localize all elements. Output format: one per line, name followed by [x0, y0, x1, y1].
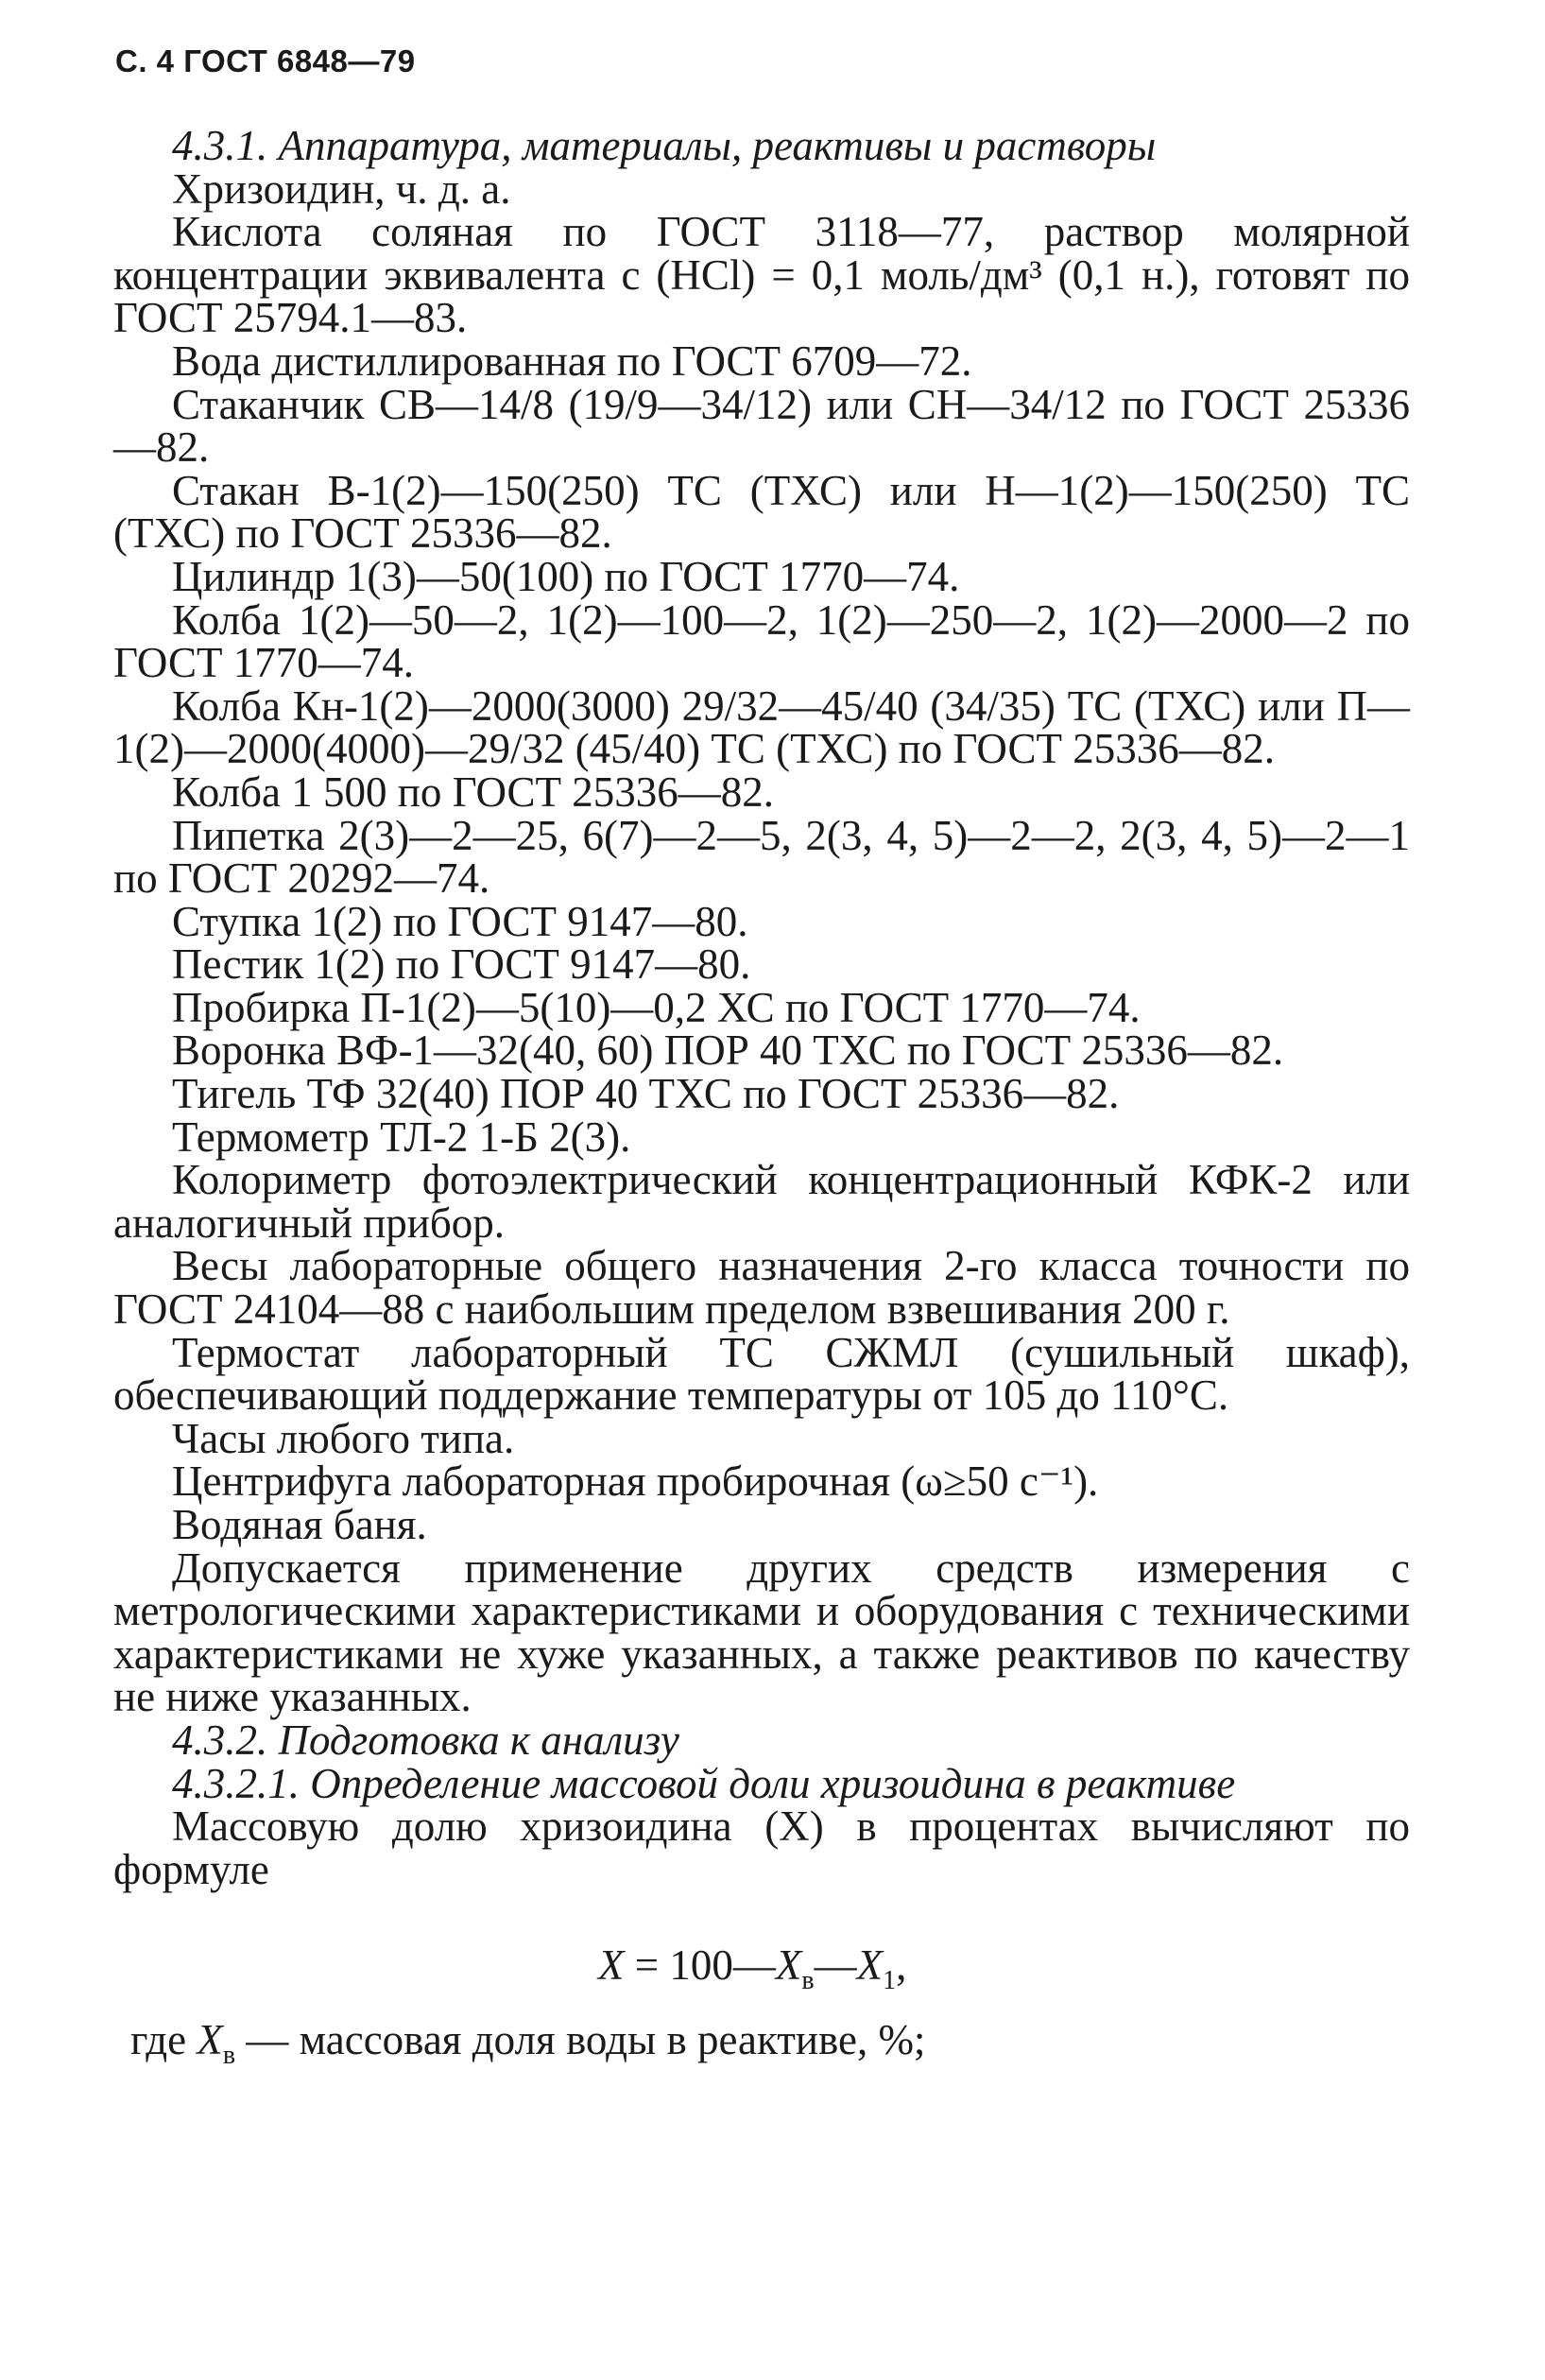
formula: [598, 1940, 906, 1996]
where-prefix: где: [130, 2016, 197, 2063]
paragraph-volumetric-flask: Колба 1(2)—50—2, 1(2)—100—2, 1(2)—250—2, 1(2)—2000—2 по ГОСТ 1770—74.: [113, 595, 1410, 687]
formula-tail: ,: [896, 1941, 907, 1989]
paragraph-crucible: Тигель ТФ 32(40) ПОР 40 ТХС по ГОСТ 25336—82.: [172, 1070, 1120, 1118]
paragraph-water-bath: Водяная баня.: [172, 1501, 427, 1548]
formula-term2-sub: 1: [883, 1966, 897, 1995]
section-heading-4-3-2-1: 4.3.2.1. Определение массовой доли хризоидина в реактиве: [172, 1759, 1236, 1807]
section-heading-4-3-1: 4.3.1. Аппаратура, материалы, реактивы и растворы: [172, 122, 1157, 169]
paragraph-conical-flask: Колба Кн-1(2)—2000(3000) 29/32—45/40 (34/35) ТС (ТХС) или П—1(2)—2000(4000)—29/32 (45/40) ТС (ТХС) по ГОСТ 25336—82.: [113, 681, 1410, 773]
where-symbol-sub: в: [222, 2041, 236, 2070]
paragraph-distilled-water: Вода дистиллированная по ГОСТ 6709—72.: [172, 336, 972, 385]
formula-term1: X: [775, 1941, 802, 1989]
paragraph-pestle: Пестик 1(2) по ГОСТ 9147—80.: [172, 940, 751, 989]
paragraph-mortar: Ступка 1(2) по ГОСТ 9147—80.: [172, 897, 748, 945]
page-header: С. 4 ГОСТ 6848—79: [115, 43, 416, 78]
where-text: — массовая доля воды в реактиве, %;: [235, 2016, 926, 2063]
paragraph-thermostat: Термостат лабораторный ТС СЖМЛ (сушильный шкаф), обеспечивающий поддержание температуры от 105 до 110°С.: [113, 1328, 1410, 1420]
formula-term1-sub: в: [801, 1966, 815, 1995]
where-symbol: X: [197, 2016, 223, 2063]
paragraph-flask-500: Колба 1 500 по ГОСТ 25336—82.: [172, 767, 775, 816]
paragraph-clock: Часы любого типа.: [172, 1414, 515, 1462]
section-heading-4-3-2: 4.3.2. Подготовка к анализу: [172, 1716, 679, 1764]
formula-lhs: X: [598, 1941, 625, 1989]
paragraph-centrifuge: Центрифуга лабораторная пробирочная (ω≥50 с⁻¹).: [172, 1457, 1099, 1506]
paragraph-hydrochloric-acid: Кислота соляная по ГОСТ 3118—77, раствор молярной концентрации эквивалента с (HCl) = 0,1 моль/дм³ (0,1 н.), готовят по ГОСТ 25794.1—83.: [113, 208, 1410, 342]
formula-minus: —: [814, 1941, 857, 1989]
paragraph-funnel: Воронка ВФ-1—32(40, 60) ПОР 40 ТХС по ГОСТ 25336—82.: [172, 1026, 1284, 1075]
document-body: [113, 122, 1410, 1893]
paragraph-pipette: Пипетка 2(3)—2—25, 6(7)—2—5, 2(3, 4, 5)—2—2, 2(3, 4, 5)—2—1 по ГОСТ 20292—74.: [113, 811, 1410, 903]
formula-equals: = 100—: [624, 1941, 776, 1989]
paragraph-weighing-bottle: Стаканчик СВ—14/8 (19/9—34/12) или СН—34/12 по ГОСТ 25336—82.: [113, 380, 1410, 472]
where-line: [130, 2015, 925, 2071]
paragraph-cylinder: Цилиндр 1(3)—50(100) по ГОСТ 1770—74.: [172, 552, 960, 600]
formula-term2: X: [856, 1941, 884, 1989]
paragraph-test-tube: Пробирка П-1(2)—5(10)—0,2 ХС по ГОСТ 1770—74.: [172, 983, 1141, 1031]
paragraph-scales: Весы лабораторные общего назначения 2-го класса точности по ГОСТ 24104—88 с наибольшим пределом взвешивания 200 г.: [113, 1242, 1410, 1334]
paragraph-formula-intro: Массовую долю хризоидина (X) в процентах вычисляют по формуле: [113, 1802, 1410, 1893]
paragraph-colorimeter: Колориметр фотоэлектрический концентрационный КФК-2 или аналогичный прибор.: [113, 1156, 1410, 1247]
paragraph-thermometer: Термометр ТЛ-2 1-Б 2(3).: [172, 1112, 631, 1161]
paragraph-chrysoidine: Хризоидин, ч. д. а.: [172, 164, 511, 213]
paragraph-beaker: Стакан В-1(2)—150(250) ТС (ТХС) или Н—1(2)—150(250) ТС (ТХС) по ГОСТ 25336—82.: [113, 466, 1410, 558]
paragraph-allowance: Допускается применение других средств измерения с метрологическими характеристиками и оборудования с техническими характеристиками не хуже указанных, а также реактивов по качеству не ниже указанных.: [113, 1544, 1410, 1721]
